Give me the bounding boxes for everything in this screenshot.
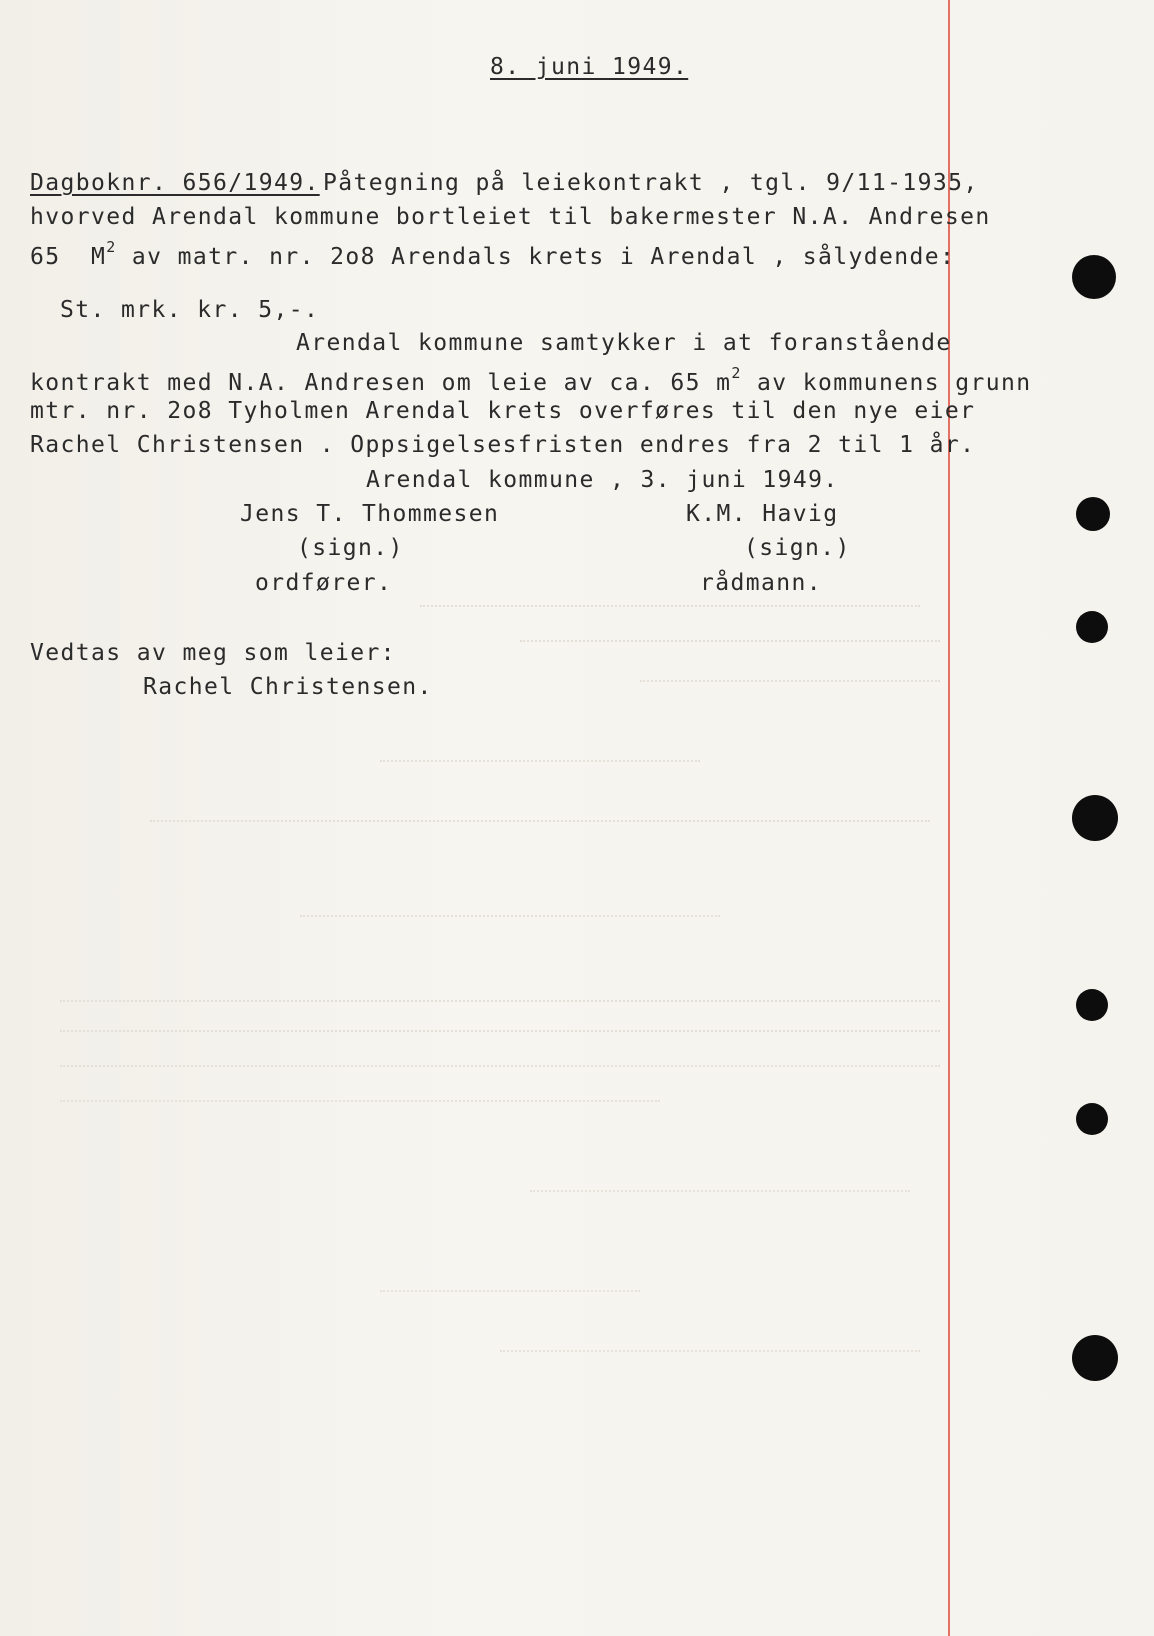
area-unit-superscript: 2 [731, 364, 742, 382]
entry-line-1: Påtegning på leiekontrakt , tgl. 9/11-1935, [323, 170, 979, 196]
punch-hole [1072, 255, 1116, 299]
signatory-right-title: rådmann. [700, 570, 822, 596]
place-and-date: Arendal kommune , 3. juni 1949. [366, 467, 839, 493]
signatory-left-title: ordfører. [255, 570, 393, 596]
signatory-left-sign: (sign.) [297, 535, 404, 561]
header-date: 8. juni 1949. [490, 54, 689, 80]
signatory-right-sign: (sign.) [744, 535, 851, 561]
entry-line-3 [30, 238, 955, 270]
signatory-right-name: K.M. Havig [686, 501, 839, 527]
punch-hole [1076, 1103, 1108, 1135]
acceptance-name: Rachel Christensen. [143, 674, 433, 700]
body-line-2-end: av kommunens grunn [741, 370, 1032, 396]
punch-hole [1076, 497, 1110, 531]
punch-hole [1076, 611, 1108, 643]
body-line-2-start: kontrakt med N.A. Andresen om leie av ca. 65 m [30, 370, 732, 396]
area-value: 65 M [30, 244, 107, 270]
body-line-2 [30, 364, 1032, 396]
acceptance-label: Vedtas av meg som leier: [30, 640, 396, 666]
signatory-left-name: Jens T. Thommesen [240, 501, 500, 527]
body-line-1: Arendal kommune samtykker i at foranstående [296, 330, 952, 356]
punch-hole [1076, 989, 1108, 1021]
area-unit-superscript: 2 [106, 238, 117, 256]
entry-reference: Dagboknr. 656/1949. [30, 170, 320, 196]
entry-line-3-rest: av matr. nr. 2o8 Arendals krets i Arendal , sålydende: [116, 244, 956, 270]
stamp-duty: St. mrk. kr. 5,-. [60, 297, 320, 323]
punch-hole [1072, 1335, 1118, 1381]
entry-line-2: hvorved Arendal kommune bortleiet til bakermester N.A. Andresen [30, 204, 991, 230]
body-line-3: mtr. nr. 2o8 Tyholmen Arendal krets overføres til den nye eier [30, 398, 976, 424]
punch-hole [1072, 795, 1118, 841]
body-line-4: Rachel Christensen . Oppsigelsesfristen endres fra 2 til 1 år. [30, 432, 976, 458]
